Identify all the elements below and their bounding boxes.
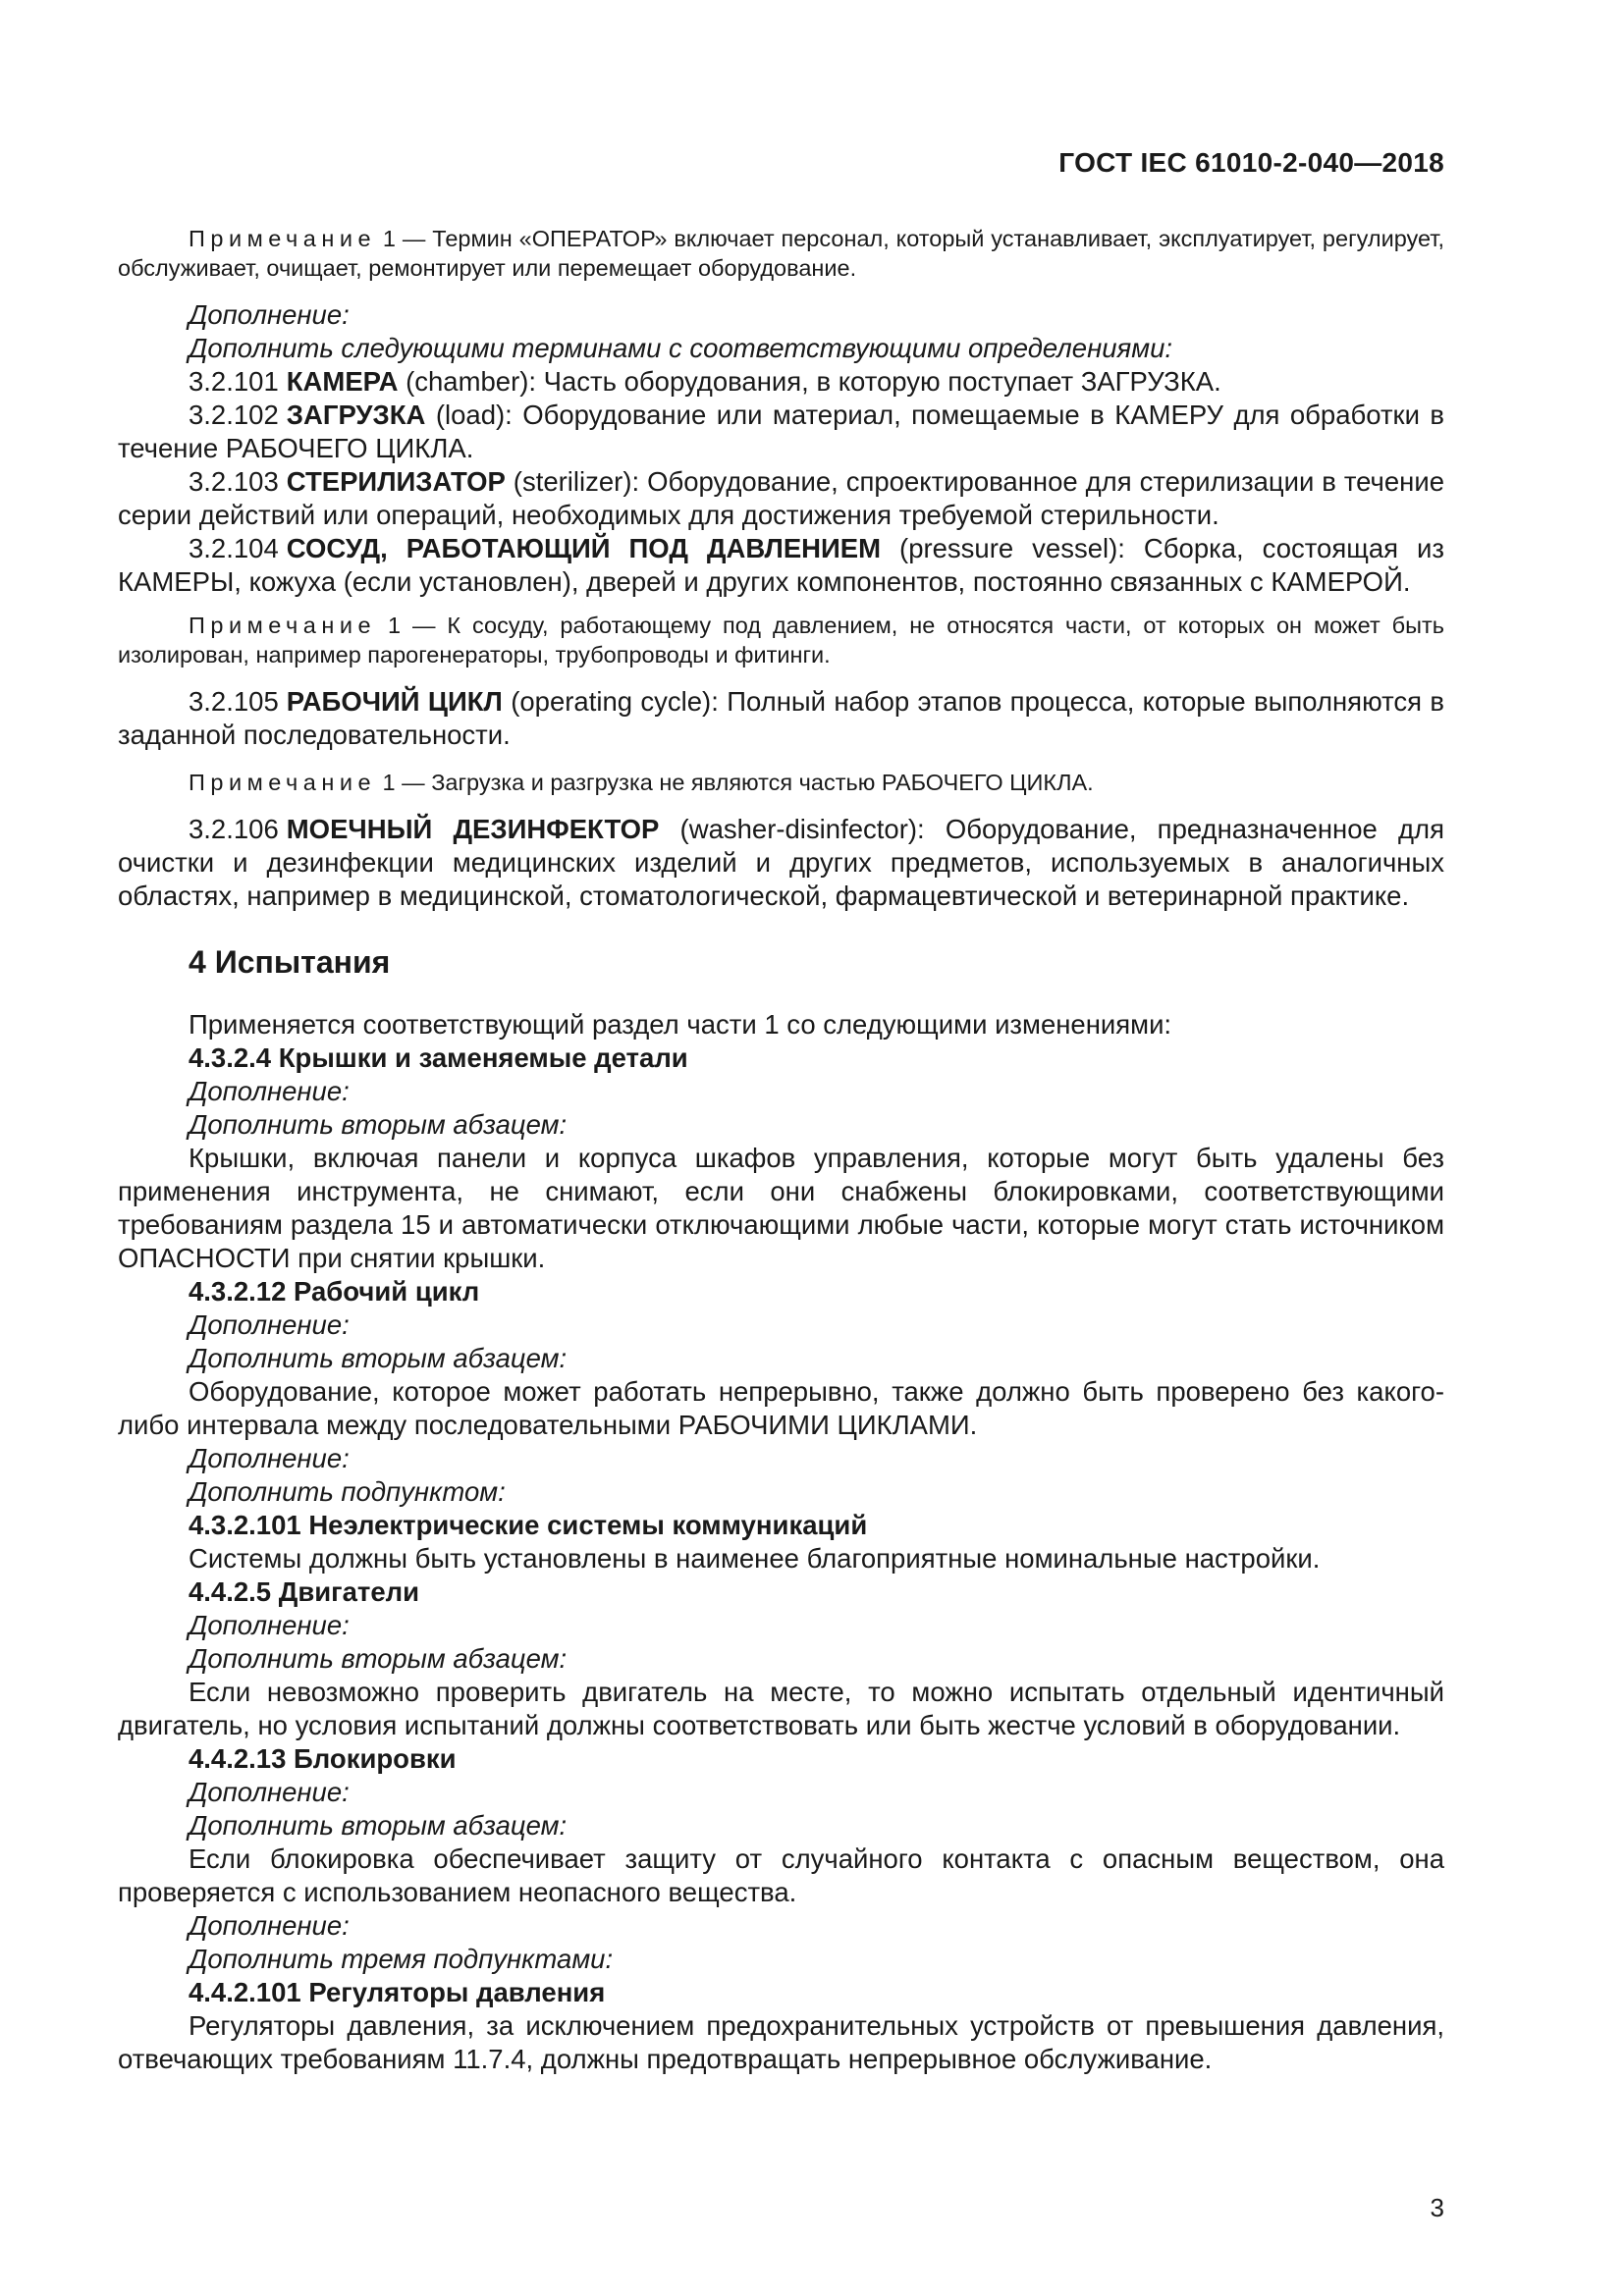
term-3-2-106 xyxy=(118,813,1444,913)
term-english: (load): xyxy=(425,400,513,430)
note-text: 1 — Загрузка и разгрузка не являются частью РАБОЧЕГО ЦИКЛА. xyxy=(376,770,1094,795)
addition-label: Дополнение: xyxy=(189,1610,350,1640)
page-content xyxy=(118,224,1444,2076)
section-heading: 4 Испытания xyxy=(189,944,391,980)
subsection-heading: 4.4.2.13 Блокировки xyxy=(189,1743,457,1774)
term-name: МОЕЧНЫЙ ДЕЗИНФЕКТОР xyxy=(286,814,660,844)
note-text: 1 — К сосуду, работающему под давлением, не относятся части, от которых он может быть изолирован, например парогенераторы, трубопроводы и фитинги. xyxy=(118,613,1444,667)
subsection-heading: 4.4.2.5 Двигатели xyxy=(189,1576,420,1607)
addition-label: Дополнение: xyxy=(189,1777,350,1807)
term-number: 3.2.101 xyxy=(189,366,279,397)
document-header: ГОСТ IEC 61010-2-040—2018 xyxy=(1058,147,1444,178)
subsection-heading: 4.3.2.101 Неэлектрические системы коммуникаций xyxy=(189,1510,868,1540)
term-3-2-102 xyxy=(118,399,1444,465)
term-name: СТЕРИЛИЗАТОР xyxy=(286,466,506,497)
paragraph: Системы должны быть установлены в наименее благоприятные номинальные настройки. xyxy=(189,1543,1321,1574)
term-definition: Оборудование, предназначенное для очистки и дезинфекции медицинских изделий и других предметов, используемых в аналогичных областях, например в медицинской, стоматологической, фармацевтической и ветеринарной практике. xyxy=(118,814,1444,911)
subsection-heading: 4.4.2.101 Регуляторы давления xyxy=(189,1977,606,2007)
note-lead: Примечание xyxy=(189,613,377,638)
addition-instruction: Дополнить вторым абзацем: xyxy=(189,1109,568,1140)
addition-instruction: Дополнить вторым абзацем: xyxy=(189,1343,568,1373)
term-definition: Оборудование, спроектированное для стерилизации в течение серии действий или операций, необходимых для достижения требуемой стерильности. xyxy=(118,466,1444,530)
term-definition: Часть оборудования, в которую поступает ЗАГРУЗКА. xyxy=(536,366,1221,397)
term-number: 3.2.106 xyxy=(189,814,279,844)
addition-instruction: Дополнить вторым абзацем: xyxy=(189,1643,568,1674)
term-name: ЗАГРУЗКА xyxy=(286,400,426,430)
term-3-2-104 xyxy=(118,532,1444,599)
subsection-heading: 4.3.2.12 Рабочий цикл xyxy=(189,1276,480,1307)
note-pressure-vessel xyxy=(118,611,1444,669)
term-number: 3.2.102 xyxy=(189,400,279,430)
note-operator xyxy=(118,224,1444,283)
note-text: 1 — Термин «ОПЕРАТОР» включает персонал, который устанавливает, эксплуатирует, регулирует, обслуживает, очищает, ремонтирует или перемещает оборудование. xyxy=(118,226,1444,281)
subsection-heading: 4.3.2.4 Крышки и заменяемые детали xyxy=(189,1042,688,1073)
page-number: 3 xyxy=(1430,2193,1444,2222)
term-english: (pressure vessel): xyxy=(881,533,1125,563)
note-lead: Примечание xyxy=(189,226,377,251)
addition-label: Дополнение: xyxy=(189,1910,350,1941)
section-intro: Применяется соответствующий раздел части 1 со следующими изменениями: xyxy=(189,1009,1172,1040)
addition-label: Дополнение: xyxy=(189,1443,350,1473)
term-3-2-103 xyxy=(118,465,1444,532)
addition-label: Дополнение: xyxy=(189,299,350,330)
term-3-2-101 xyxy=(118,365,1444,399)
term-3-2-105 xyxy=(118,685,1444,752)
term-english: (sterilizer): xyxy=(505,466,640,497)
note-loading xyxy=(118,768,1444,797)
term-number: 3.2.103 xyxy=(189,466,279,497)
addition-instruction: Дополнить тремя подпунктами: xyxy=(189,1944,614,1974)
term-english: (chamber): xyxy=(398,366,537,397)
paragraph: Оборудование, которое может работать непрерывно, также должно быть проверено без какого-либо интервала между последовательными РАБОЧИМИ ЦИКЛАМИ. xyxy=(118,1376,1444,1440)
term-number: 3.2.105 xyxy=(189,686,279,717)
addition-instruction: Дополнить вторым абзацем: xyxy=(189,1810,568,1841)
term-name: СОСУД, РАБОТАЮЩИЙ ПОД ДАВЛЕНИЕМ xyxy=(286,533,882,563)
term-definition: Полный набор этапов процесса, которые выполняются в заданной последовательности. xyxy=(118,686,1444,750)
addition-label: Дополнение: xyxy=(189,1309,350,1340)
term-name: КАМЕРА xyxy=(286,366,399,397)
paragraph: Если невозможно проверить двигатель на месте, то можно испытать отдельный идентичный двигатель, но условия испытаний должны соответствовать или быть жестче условий в оборудовании. xyxy=(118,1677,1444,1740)
addition-instruction: Дополнить подпунктом: xyxy=(189,1476,506,1507)
term-definition: Оборудование или материал, помещаемые в КАМЕРУ для обработки в течение РАБОЧЕГО ЦИКЛА. xyxy=(118,400,1444,463)
term-english: (washer-disinfector): xyxy=(659,814,925,844)
term-english: (operating cycle): xyxy=(502,686,719,717)
term-name: РАБОЧИЙ ЦИКЛ xyxy=(286,686,503,717)
note-lead: Примечание xyxy=(189,770,377,795)
addition-label: Дополнение: xyxy=(189,1076,350,1106)
term-definition: Сборка, состоящая из КАМЕРЫ, кожуха (если установлен), дверей и других компонентов, постоянно связанных с КАМЕРОЙ. xyxy=(118,533,1445,597)
paragraph: Крышки, включая панели и корпуса шкафов управления, которые могут быть удалены без применения инструмента, не снимают, если они снабжены блокировками, соответствующими требованиям раздела 15 и автоматически отключающими любые части, которые могут стать источником ОПАСНОСТИ при снятии крышки. xyxy=(118,1143,1444,1273)
term-number: 3.2.104 xyxy=(189,533,279,563)
paragraph: Если блокировка обеспечивает защиту от случайного контакта с опасным веществом, она проверяется с использованием неопасного вещества. xyxy=(118,1843,1444,1907)
addition-instruction: Дополнить следующими терминами с соответствующими определениями: xyxy=(189,333,1173,363)
paragraph: Регуляторы давления, за исключением предохранительных устройств от превышения давления, отвечающих требованиям 11.7.4, должны предотвращать непрерывное обслуживание. xyxy=(118,2010,1444,2074)
